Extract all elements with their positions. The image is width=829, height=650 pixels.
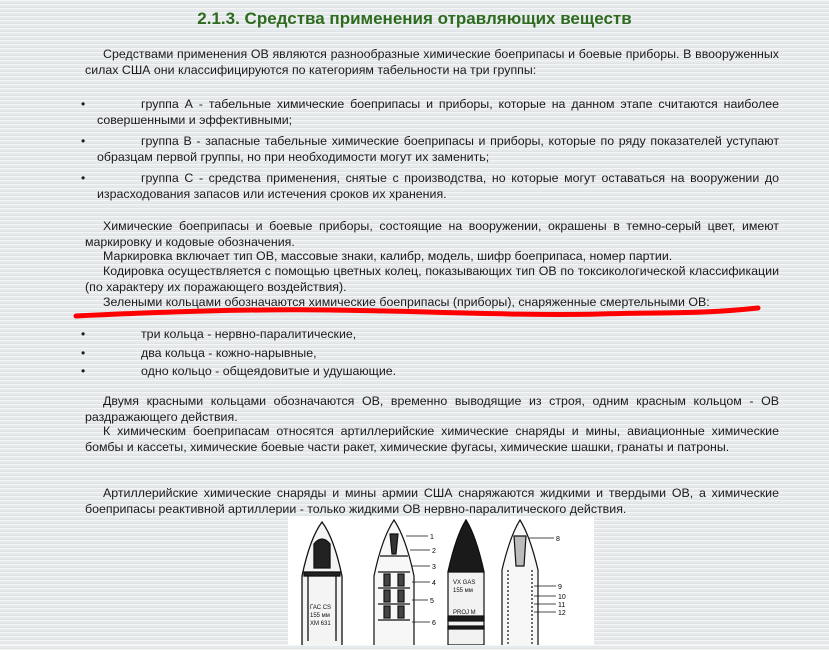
list-item: • группа А - табельные химические боеприпасы и приборы, которые на данном этапе считаются наиболее совершенными и эффективными;: [81, 97, 779, 127]
bullet-icon: •: [81, 327, 86, 341]
callout-label: 9: [558, 584, 562, 591]
artillery-paragraph: Артиллерийские химические снаряды и мины армии США снаряжаются жидкими и твердыми ОВ, а химические боеприпасы реактивной артиллерии - только жидкими ОВ нервно-паралитического действия.: [85, 486, 779, 516]
shell-2: [374, 520, 430, 645]
list-item: • группа С - средства применения, снятые с производства, но которые могут оставаться на вооружении до израсходования запасов или истечения сроков их хранения.: [81, 171, 779, 201]
callout-label: 4: [432, 580, 436, 587]
shells-drawing: [288, 516, 594, 645]
shell3-label-2: 155 мм: [453, 588, 473, 594]
page-title: 2.1.3. Средства применения отравляющих веществ: [197, 9, 632, 28]
chem-munitions-paragraph: К химическим боеприпасам относятся артиллерийские химические снаряды и мины, авиационные химические бомбы и кассеты, химические боевые части ракет, химические фугасы, химические шашки, гранаты и патроны.: [85, 424, 779, 454]
shell1-label-2: 155 мм: [310, 613, 330, 619]
rings-list: [81, 327, 779, 383]
bullet-icon: •: [81, 134, 86, 148]
callout-label: 12: [558, 610, 566, 617]
paint-paragraph: Химические боеприпасы и боевые приборы, состоящие на вооружении, окрашены в темно-серый цвет, имеют маркировку и кодовые обозначения.: [85, 219, 779, 249]
list-item: • группа В - запасные табельные химические боеприпасы и приборы, которые по ряду показателей уступают образцам первой группы, но при необходимости могут их заменить;: [81, 134, 779, 164]
bullet-icon: •: [81, 345, 86, 360]
callout-label: 11: [558, 602, 566, 609]
callout-label: 8: [556, 536, 560, 543]
green-rings-paragraph: Зелеными кольцами обозначаются химические боеприпасы (приборы), снаряженные смертельными ОВ:: [103, 295, 710, 309]
bullet-icon: •: [81, 97, 86, 111]
bullet-icon: •: [81, 171, 86, 185]
intro-paragraph: Средствами применения ОВ являются разнообразные химические боеприпасы и боевые приборы. В ввооруженных силах США они классифицируются по категориям табельности на три группы:: [85, 47, 779, 77]
list-item: • два кольца - кожно-нарывные,: [81, 345, 317, 360]
coding-paragraph: Кодировка осуществляется с помощью цветных колец, показывающих тип ОВ по токсикологической классификации (по характеру их поражающего воздействия).: [85, 264, 779, 294]
shell1-label-3: ХМ 631: [310, 621, 331, 627]
callout-label: 1: [430, 534, 434, 541]
red-rings-paragraph: Двумя красными кольцами обозначаются ОВ, временно выводящие из строя, одним красным кольцом - ОВ раздражающего действия.: [85, 394, 779, 424]
callout-label: 6: [432, 620, 436, 627]
shell3-label-1: VX GAS: [453, 580, 476, 586]
callout-label: 5: [430, 598, 434, 605]
callout-label: 3: [432, 564, 436, 571]
shell1-label-1: ГАС CS: [310, 605, 332, 611]
callout-label: 10: [558, 594, 566, 601]
list-item: • одно кольцо - общеядовитые и удушающие.: [81, 364, 397, 378]
list-item: • три кольца - нервно-паралитические,: [81, 327, 357, 341]
bullet-icon: •: [81, 364, 86, 378]
shell-4: [502, 520, 556, 645]
shell3-label-3: PROJ M: [453, 610, 476, 616]
callout-label: 2: [432, 548, 436, 555]
marking-paragraph: Маркировка включает тип ОВ, массовые знаки, калибр, модель, шифр боеприпаса, номер партии.: [103, 249, 673, 263]
shells-illustration: [288, 516, 594, 645]
